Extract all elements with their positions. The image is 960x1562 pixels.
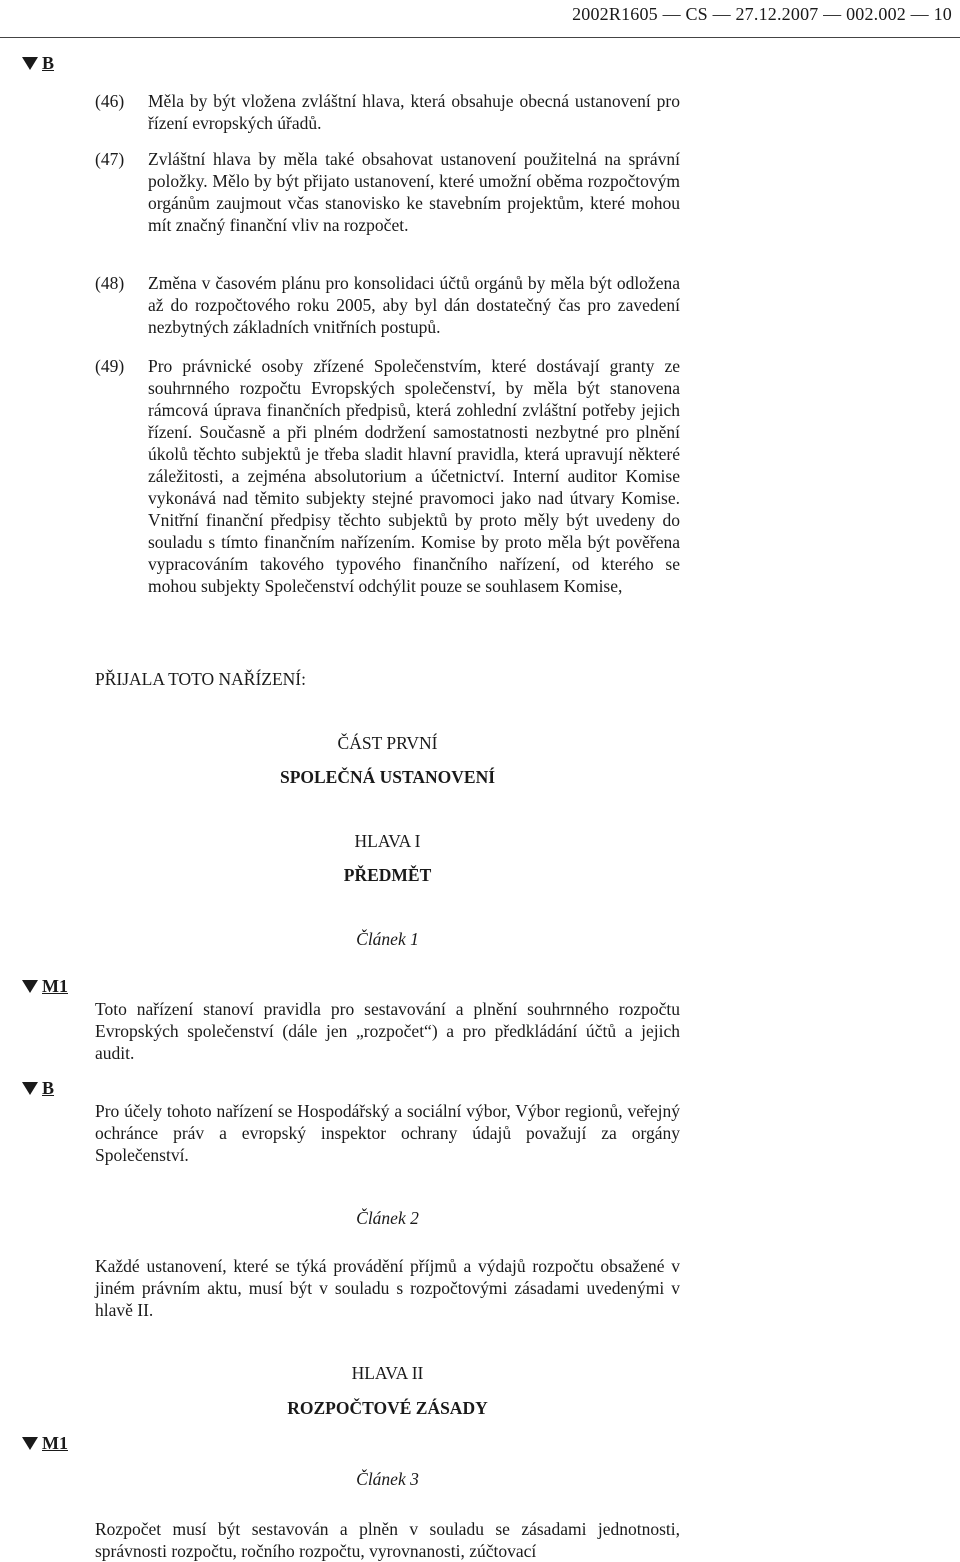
article-1-heading: Článek 1 — [356, 929, 419, 949]
recital-48 — [95, 272, 680, 338]
recital-47 — [95, 148, 680, 236]
marker-label: M1 — [42, 1433, 68, 1453]
recital-49 — [95, 355, 680, 597]
amendment-marker-m1 — [22, 975, 68, 997]
triangle-down-icon — [22, 1082, 38, 1095]
title-2-label: HLAVA II — [351, 1363, 424, 1383]
recital-text: Měla by být vložena zvláštní hlava, která obsahuje obecná ustanovení pro řízení evropských úřadů. — [148, 91, 680, 133]
page-header — [0, 0, 960, 38]
recital-number: (48) — [95, 273, 125, 293]
article-3-paragraph: Rozpočet musí být sestavován a plněn v souladu se zásadami jednotnosti, správnosti rozpočtu, ročního rozpočtu, vyrovnanosti, zúčtovací — [95, 1519, 680, 1561]
title-2-heading: ROZPOČTOVÉ ZÁSADY — [287, 1398, 488, 1418]
recital-number: (47) — [95, 149, 125, 169]
amendment-marker-b — [22, 52, 54, 74]
recital-number: (49) — [95, 356, 125, 376]
adoption-formula: PŘIJALA TOTO NAŘÍZENÍ: — [95, 669, 306, 689]
article-3-heading: Článek 3 — [356, 1469, 419, 1489]
recital-text: Pro právnické osoby zřízené Společenstvím, které dostávají granty ze souhrnného rozpočtu Evropských společenství, by měla být stanovena rámcová úprava finančních předpisů, která zohlední zvláštní potřeby jejich řízení. Současně a při plném dodržení samostatnosti nezbytné pro plnění úkolů těchto subjektů je třeba sladit hlavní pravidla, která upravují některé záležitosti, a zejména absolutorium a účetnictví. Interní auditor Komise vykonává nad těmito subjekty stejné pravomoci jako nad útvary Komise. Vnitřní finanční předpisy těchto subjektů by proto měly být uvedeny do souladu s tímto finančním nařízením. Komise by proto měla být pověřena vypracováním takového typového finančního nařízení, od kterého se mohou subjekty Společenství odchýlit pouze se souhlasem Komise, — [148, 356, 680, 596]
amendment-marker-b — [22, 1077, 54, 1099]
triangle-down-icon — [22, 980, 38, 993]
article-1-paragraph-2: Pro účely tohoto nařízení se Hospodářský a sociální výbor, Výbor regionů, veřejný ochránce práv a evropský inspektor ochrany údajů považují za orgány Společenství. — [95, 1101, 680, 1165]
part-title: SPOLEČNÁ USTANOVENÍ — [279, 767, 496, 787]
recital-text: Zvláštní hlava by měla také obsahovat ustanovení použitelná na správní položky. Mělo by být přijato ustanovení, které umožní oběma rozpočtovým orgánům zaujmout včas stanovisko ke stavebním projektům, které mohou mít značný finanční vliv na rozpočet. — [148, 149, 680, 235]
recital-number: (46) — [95, 91, 125, 111]
amendment-marker-m1 — [22, 1432, 68, 1454]
title-1-heading: PŘEDMĚT — [343, 865, 432, 885]
title-1-label: HLAVA I — [354, 831, 421, 851]
header-rule — [0, 37, 960, 38]
triangle-down-icon — [22, 1437, 38, 1450]
marker-label: M1 — [42, 976, 68, 996]
triangle-down-icon — [22, 57, 38, 70]
marker-label: B — [42, 53, 55, 73]
recital-text: Změna v časovém plánu pro konsolidaci účtů orgánů by měla být odložena až do rozpočtového roku 2005, aby byl dán dostatečný čas pro zavedení nezbytných základních vnitřních postupů. — [148, 273, 680, 337]
article-1-paragraph-1: Toto nařízení stanoví pravidla pro sestavování a plnění souhrnného rozpočtu Evropských společenství (dále jen „rozpočet“) a pro předkládání účtů a jejich audit. — [95, 999, 680, 1063]
marker-label: B — [42, 1078, 55, 1098]
part-label: ČÁST PRVNÍ — [337, 733, 438, 753]
document-reference: 2002R1605 — CS — 27.12.2007 — 002.002 — 10 — [572, 4, 952, 24]
recital-46 — [95, 90, 680, 134]
article-2-heading: Článek 2 — [356, 1208, 419, 1228]
article-2-paragraph: Každé ustanovení, které se týká provádění příjmů a výdajů rozpočtu obsažené v jiném právním aktu, musí být v souladu s rozpočtovými zásadami uvedenými v hlavě II. — [95, 1256, 680, 1320]
